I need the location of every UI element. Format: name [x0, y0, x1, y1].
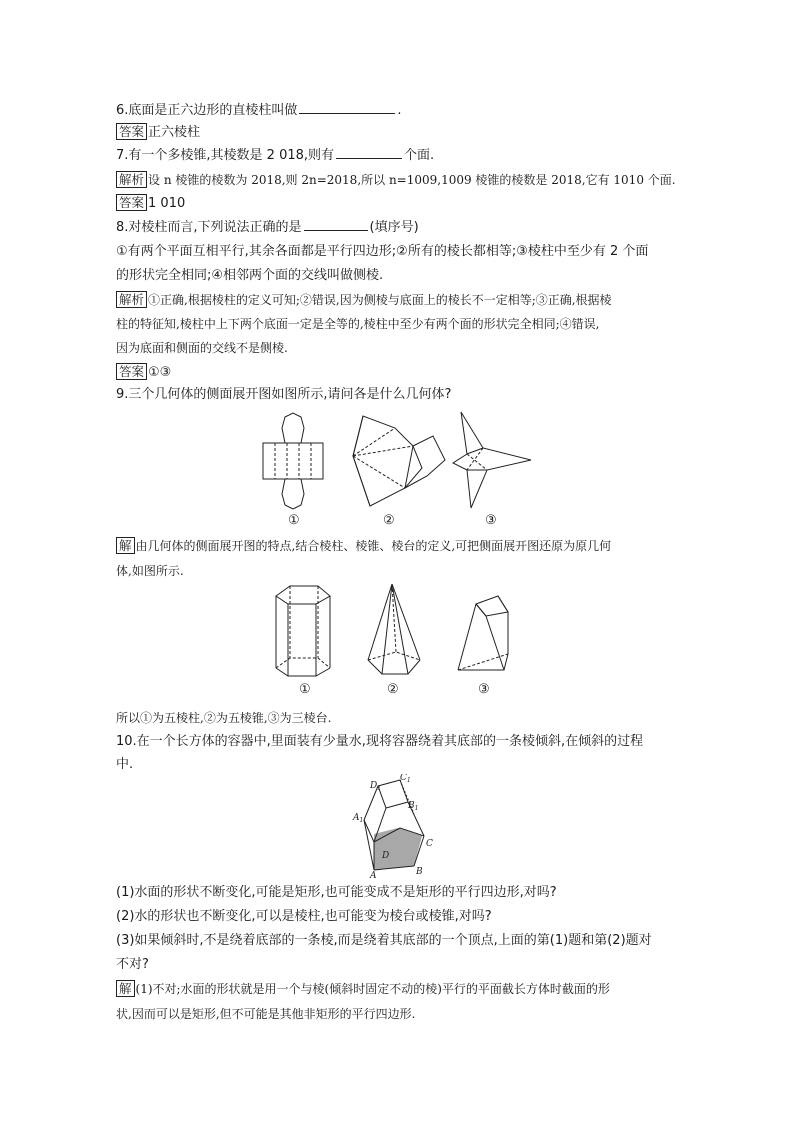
answer-tag: 答案	[116, 363, 147, 380]
q8-analysis-line-2: 柱的特征知,棱柱中上下两个底面一定是全等的,棱柱中至少有两个面的形状完全相同;④错误,	[116, 317, 600, 331]
prism-net	[263, 413, 323, 509]
answer-blank	[336, 146, 402, 159]
q8-analysis-line-1: 解析 ①正确,根据棱柱的定义可知;②错误,因为侧棱与底面上的棱长不一定相等;③正确,根据棱	[116, 291, 612, 309]
q8-options-line-1: ①有两个平面互相平行,其余各面都是平行四边形;②所有的棱长都相等;③棱柱中至少有 2 个面	[116, 244, 649, 259]
pentagonal-prism	[276, 586, 330, 676]
solids-figure	[270, 582, 510, 682]
q6-answer: 答案 正六棱柱	[116, 123, 200, 142]
cuboid-figure	[350, 774, 460, 878]
q9-solution-line-2: 体,如图所示.	[116, 564, 184, 578]
q6-question: 6.底面是正六边形的直棱柱叫做 .	[116, 103, 402, 118]
q8-answer: 答案 ①③	[116, 363, 171, 382]
solution-tag: 解	[116, 537, 135, 554]
q10-sub-3-line-2: 不对?	[116, 957, 149, 972]
solid-label-1: ①	[299, 682, 311, 697]
q10-question-line-2: 中.	[116, 757, 134, 772]
q10-solution-line-2: 状,因而可以是矩形,但不可能是其他非矩形的平行四边形.	[116, 1007, 416, 1021]
q9-conclusion: 所以①为五棱柱,②为五棱锥,③为三棱台.	[116, 711, 332, 725]
vertex-D1: $D_1$	[370, 781, 382, 792]
q8-options-line-2: 的形状完全相同;④相邻两个面的交线叫做侧棱.	[116, 268, 384, 283]
answer-blank	[299, 101, 395, 114]
frustum-net	[453, 412, 531, 508]
triangular-frustum	[458, 596, 508, 670]
analysis-tag: 解析	[116, 291, 147, 308]
net-label-2: ②	[383, 513, 395, 528]
q10-sub-1: (1)水面的形状不断变化,可能是矩形,也可能变成不是矩形的平行四边形,对吗?	[116, 885, 557, 900]
q8-analysis-line-3: 因为底面和侧面的交线不是侧棱.	[116, 341, 288, 355]
q9-question: 9.三个几何体的侧面展开图如图所示,请问各是什么几何体?	[116, 387, 452, 402]
answer-blank	[304, 218, 368, 231]
vertex-D: D	[382, 851, 390, 861]
q9-solution-line-1: 解 由几何体的侧面展开图的特点,结合棱柱、棱锥、棱台的定义,可把侧面展开图还原为原几何	[116, 537, 611, 555]
nets-figure	[255, 408, 545, 528]
net-label-1: ①	[288, 513, 300, 528]
vertex-B1: $B_1$	[408, 801, 419, 812]
analysis-tag: 解析	[116, 171, 147, 188]
net-label-3: ③	[485, 513, 497, 528]
vertex-B: B	[416, 867, 423, 877]
vertex-C: C	[426, 839, 433, 849]
q8-question: 8.对棱柱而言,下列说法正确的是 (填序号)	[116, 220, 419, 235]
q10-solution-line-1: 解 (1)不对;水面的形状就是用一个与棱(倾斜时固定不动的棱)平行的平面截长方体时截面的形	[116, 980, 610, 998]
pentagonal-pyramid	[368, 584, 420, 674]
q7-answer: 答案 1 010	[116, 194, 185, 213]
solution-tag: 解	[116, 980, 135, 997]
q10-question-line-1: 10.在一个长方体的容器中,里面装有少量水,现将容器绕着其底部的一条棱倾斜,在倾斜的过程	[116, 734, 644, 749]
solid-label-3: ③	[478, 682, 490, 697]
q7-analysis: 解析 设 n 棱锥的棱数为 2018,则 2n=2018,所以 n=1009,1009 棱锥的棱数是 2018,它有 1010 个面.	[116, 171, 676, 189]
q10-sub-3-line-1: (3)如果倾斜时,不是绕着底部的一条棱,而是绕着其底部的一个顶点,上面的第(1)题和第(2)题对	[116, 933, 652, 948]
answer-tag: 答案	[116, 123, 147, 140]
vertex-A1: $A_1$	[353, 813, 364, 824]
answer-tag: 答案	[116, 194, 147, 211]
vertex-C1: $C_1$	[400, 774, 411, 784]
q10-sub-2: (2)水的形状也不断变化,可以是棱柱,也可能变为棱台或棱锥,对吗?	[116, 909, 492, 924]
pyramid-net	[353, 416, 445, 506]
solid-label-2: ②	[387, 682, 399, 697]
q7-question: 7.有一个多棱锥,其棱数是 2 018,则有 个面.	[116, 148, 435, 163]
vertex-A: A	[370, 871, 377, 878]
